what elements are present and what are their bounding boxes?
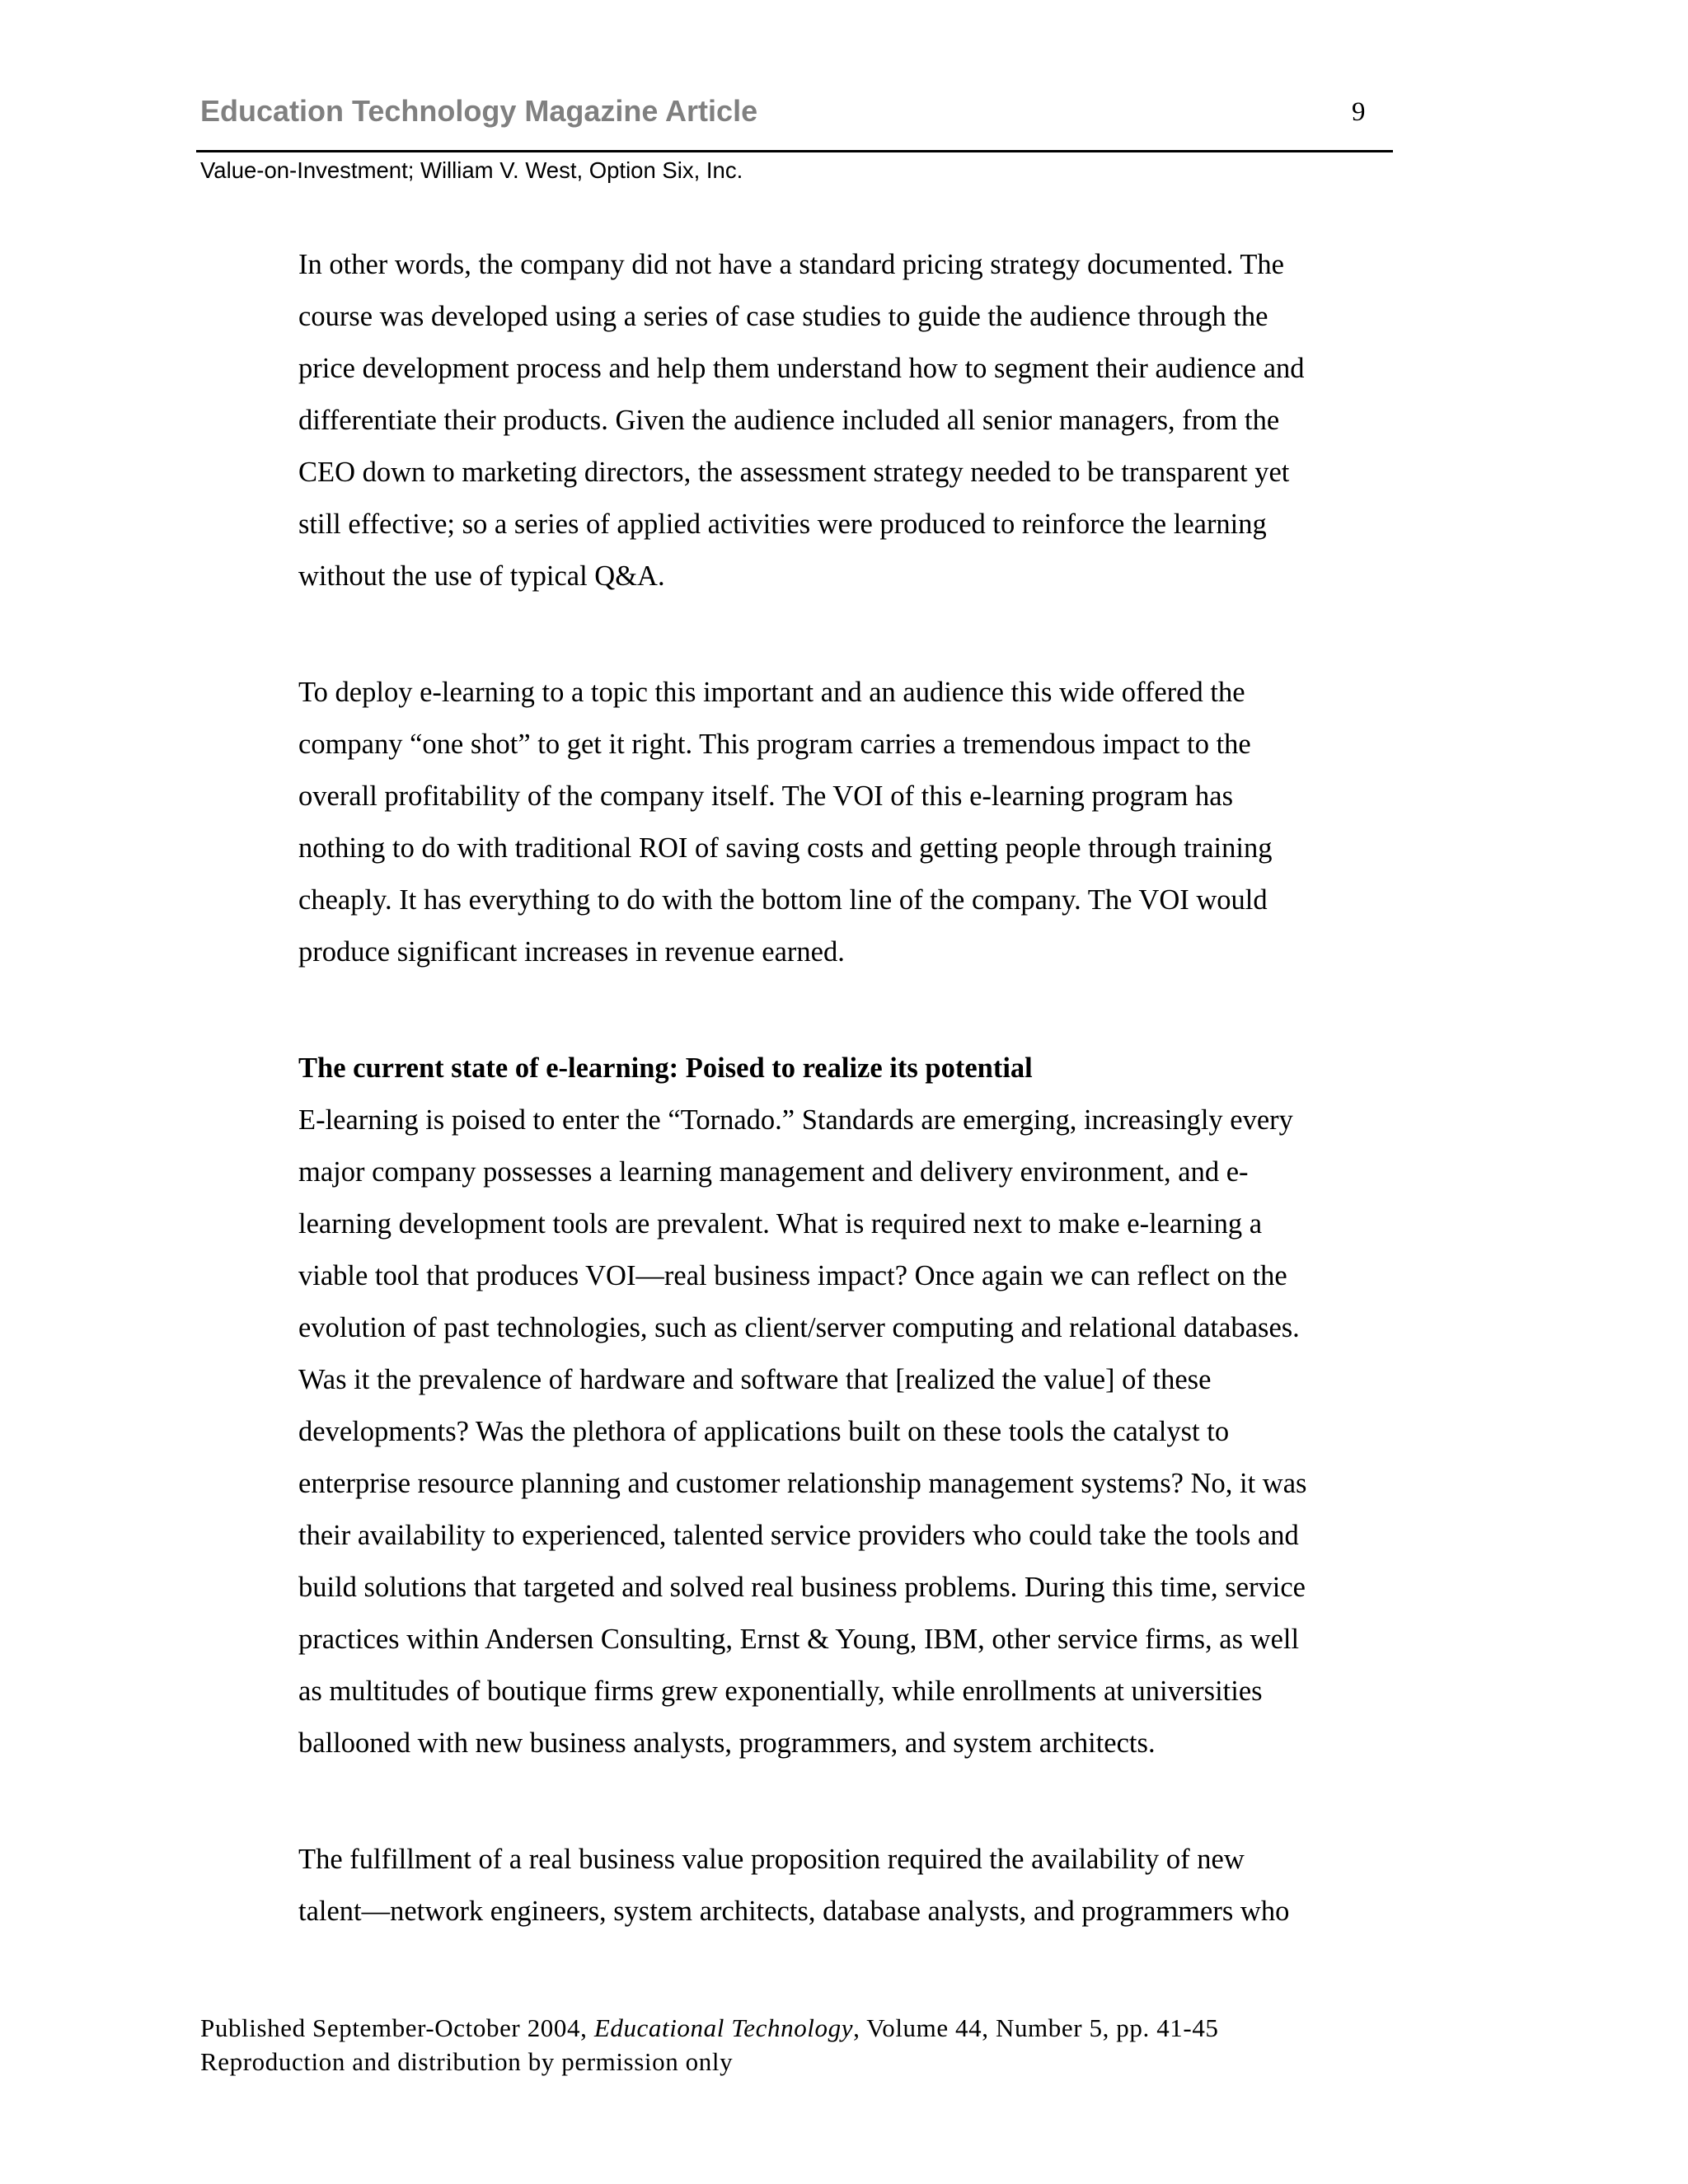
citation-prefix: Published September-October 2004, (200, 2013, 594, 2042)
page-number: 9 (1352, 97, 1366, 127)
text-line: major company possesses a learning management and delivery environment, and e- (298, 1156, 1249, 1188)
text-line: cheaply. It has everything to do with the bottom line of the company. The VOI would (298, 884, 1268, 916)
text-line: practices within Andersen Consulting, Ernst & Young, IBM, other service firms, as well (298, 1624, 1300, 1655)
text-line: build solutions that targeted and solved real business problems. During this time, service (298, 1572, 1306, 1603)
paragraph (298, 1834, 1403, 1938)
section (298, 1043, 1403, 1769)
text-line: Was it the prevalence of hardware and software that [realized the value] of these (298, 1364, 1212, 1395)
text-line: without the use of typical Q&A. (298, 560, 665, 592)
text-line: talent—network engineers, system architects, database analysts, and programmers who (298, 1896, 1290, 1927)
text-line: viable tool that produces VOI—real business impact? Once again we can reflect on the (298, 1260, 1287, 1291)
text-line: differentiate their products. Given the audience included all senior managers, from the (298, 405, 1280, 436)
article-body (298, 239, 1403, 1938)
text-line: To deploy e-learning to a topic this important and an audience this wide offered the (298, 677, 1245, 708)
text-line: E-learning is poised to enter the “Tornado.” Standards are emerging, increasingly every (298, 1104, 1293, 1136)
section-heading: The current state of e-learning: Poised to realize its potential (298, 1052, 1033, 1084)
header-title: Education Technology Magazine Article (200, 94, 758, 128)
text-line: company “one shot” to get it right. This program carries a tremendous impact to the (298, 729, 1251, 760)
text-line: price development process and help them understand how to segment their audience and (298, 353, 1305, 384)
paragraph (298, 667, 1403, 978)
text-line: ballooned with new business analysts, programmers, and system architects. (298, 1727, 1156, 1759)
text-line: still effective; so a series of applied activities were produced to reinforce the learning (298, 509, 1267, 540)
citation-suffix: , Volume 44, Number 5, pp. 41-45 (853, 2013, 1219, 2042)
header-subtitle: Value-on-Investment; William V. West, Option Six, Inc. (200, 157, 743, 183)
text-line: evolution of past technologies, such as client/server computing and relational databases. (298, 1312, 1300, 1343)
publication-citation (200, 2011, 1219, 2045)
header-divider (196, 150, 1393, 152)
text-line: produce significant increases in revenue earned. (298, 936, 845, 968)
text-line: as multitudes of boutique firms grew exponentially, while enrollments at universities (298, 1675, 1263, 1707)
text-line: learning development tools are prevalent. What is required next to make e-learning a (298, 1208, 1263, 1240)
text-line: In other words, the company did not have a standard pricing strategy documented. The (298, 249, 1284, 280)
text-line: their availability to experienced, talented service providers who could take the tools and (298, 1520, 1299, 1551)
text-line: CEO down to marketing directors, the assessment strategy needed to be transparent yet (298, 457, 1290, 488)
text-line: course was developed using a series of case studies to guide the audience through the (298, 301, 1268, 332)
text-line: enterprise resource planning and customer relationship management systems? No, it was (298, 1468, 1307, 1499)
text-line: developments? Was the plethora of applications built on these tools the catalyst to (298, 1416, 1230, 1447)
publication-name: Educational Technology (593, 2013, 854, 2042)
paragraph (298, 239, 1403, 602)
text-line: nothing to do with traditional ROI of saving costs and getting people through training (298, 832, 1273, 864)
text-line: overall profitability of the company itself. The VOI of this e-learning program has (298, 780, 1234, 812)
permission-notice: Reproduction and distribution by permission only (200, 2047, 734, 2076)
text-line: The fulfillment of a real business value proposition required the availability of new (298, 1844, 1245, 1875)
page-footer (200, 2011, 1219, 2079)
